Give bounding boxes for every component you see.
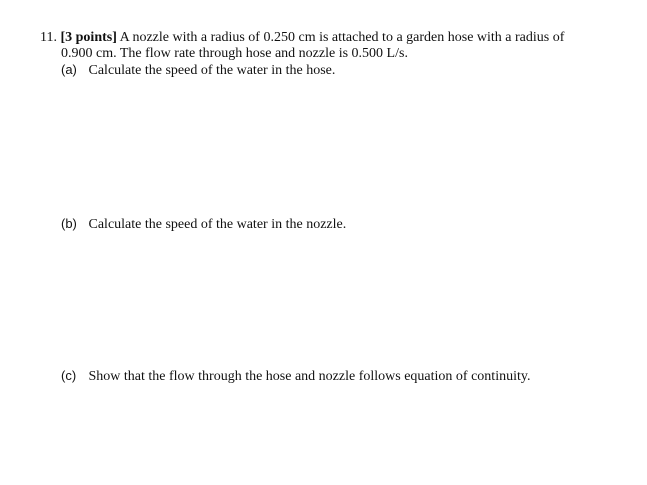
problem-points: [3 points] — [60, 30, 117, 45]
part-c-label: (c) — [61, 368, 77, 383]
problem-number: 11. — [40, 30, 57, 45]
part-b — [61, 216, 346, 233]
part-c-text: Show that the flow through the hose and nozzle follows equation of continuity. — [88, 369, 531, 384]
part-a-label: (a) — [61, 62, 77, 77]
part-b-label: (b) — [61, 216, 77, 231]
part-c — [61, 368, 530, 385]
part-a-text: Calculate the speed of the water in the hose. — [88, 63, 336, 78]
part-a — [61, 62, 335, 79]
problem-header-line — [40, 30, 564, 46]
problem-stem-line1: A nozzle with a radius of 0.250 cm is attached to a garden hose with a radius of — [119, 30, 565, 45]
problem-stem-line2: 0.900 cm. The flow rate through hose and nozzle is 0.500 L/s. — [61, 46, 408, 61]
part-b-text: Calculate the speed of the water in the nozzle. — [88, 217, 347, 232]
